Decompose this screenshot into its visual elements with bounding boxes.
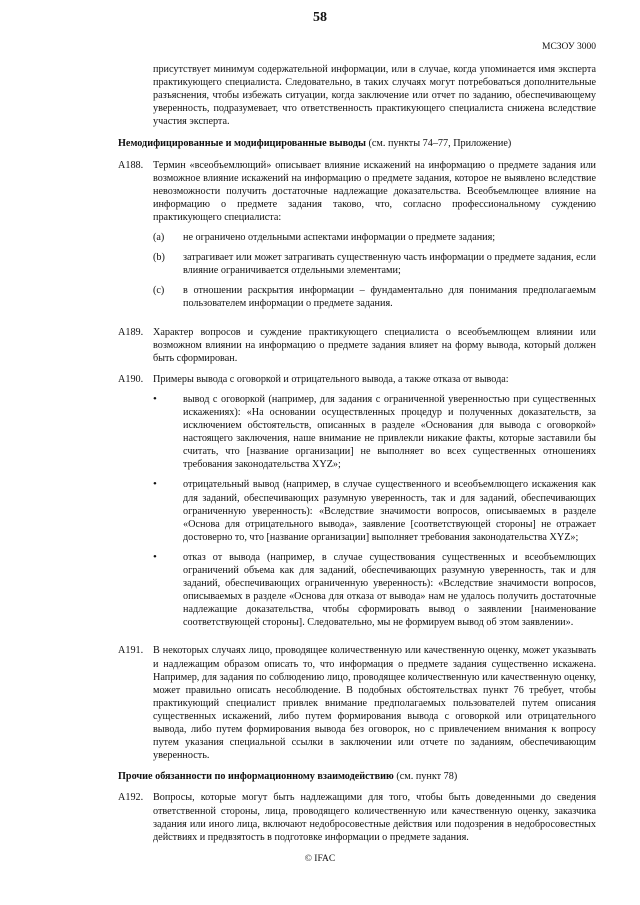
bullet-item (153, 478, 596, 543)
paragraph-a188 (118, 159, 596, 318)
list-item (153, 251, 596, 277)
bullet-item (153, 393, 596, 472)
list-text: в отношении раскрытия информации – фундаментально для понимания предполагаемым пользователем информации о предмете задания. (183, 285, 596, 310)
list-text: затрагивает или может затрагивать существенную часть информации о предмете задания, если влияние ограничивается отдельными элементами; (183, 252, 596, 277)
bullet-text: отказ от вывода (например, в случае существования существенных и всеобъемлющих ограничений объема как для заданий, обеспечивающих разумную уверенность, так и для заданий, обеспечивающих ограниченную уверенность): «Вследствие значимости вопросов, описываемых в разделе «Основа для отказа от вывода» нам не удалось получить достаточные надлежащие доказательства, чтобы сформировать вывод о заявлении [наименование соответствующей стороны]. Следовательно, мы не формируем вывод об этом заявлении». (183, 551, 596, 629)
section-ref-2: (см. пункт 78) (393, 771, 458, 783)
paragraph-number: A188. (118, 159, 144, 171)
paragraph-a192 (118, 791, 596, 843)
list-item (153, 231, 596, 244)
list-text: не ограничено отдельными аспектами информации о предмете задания; (183, 232, 496, 244)
list-label: (c) (153, 285, 165, 297)
list-item (153, 284, 596, 310)
section-heading-2 (118, 770, 596, 783)
bullet-item (153, 551, 596, 630)
bullet-icon: • (153, 550, 157, 563)
lead-paragraph: присутствует минимум содержательной информации, или в случае, когда упоминается имя эксперта практикующего специалиста. Следовательно, в таких случаях могут потребоваться дополнительные разъяснения, чтобы избежать ситуации, когда заключение или отчет по заданию, обеспечивающему уверенность, подразумевает, что ответственность практикующего специалиста снижена вследствие участия эксперта. (153, 64, 596, 128)
bullet-icon: • (153, 392, 157, 405)
section-heading-1 (118, 137, 596, 150)
footer-copyright: © IFAC (304, 854, 336, 864)
section-title-2: Прочие обязанности по информационному взаимодействию (118, 771, 394, 783)
section-title-1: Немодифицированные и модифицированные выводы (118, 138, 366, 150)
document-code: МСЗОУ 3000 (542, 42, 596, 52)
paragraph-text: Вопросы, которые могут быть надлежащими для того, чтобы быть доведенными до сведения ответственной стороны, лица, проводящего количественную или качественную оценку, заказчика задания или иного лица, включают недобросовестные действия или подозрения в недобросовестных действиях и предвзятость в подготовке информации о предмете задания. (153, 792, 596, 843)
bullet-icon: • (153, 478, 157, 491)
bullet-text: вывод с оговоркой (например, для задания с ограниченной уверенностью при существенных искажениях): «На основании осуществленных процедур и полученных доказательств, за исключением обстоятельств, описанных в разделе «Основания для вывода с оговоркой» настоящего заключения, наше внимание не привлекли никакие факты, которые заставили бы считать, что [название организации] не выполняет во всех существенных отношениях требования законодательства XYZ»; (183, 393, 596, 471)
paragraph-text: Характер вопросов и суждение практикующего специалиста о всеобъемлющем влиянии или возможном влиянии на информацию о предмете задания влияет на форму вывода, который должен быть сформирован. (153, 326, 596, 364)
paragraph-a191 (118, 644, 596, 762)
bullet-text: отрицательный вывод (например, в случае существенного и всеобъемлющего искажения как для заданий, обеспечивающих разумную уверенность, так и для заданий, обеспечивающих ограниченную уверенность): «Вследствие значимости вопросов, описываемых в разделе «Основа для отрицательного вывода», заявление [соответствующей стороны] не отражает достоверно то, что [название организации] выполняет требования законодательства XYZ»; (183, 479, 596, 543)
paragraph-number: A189. (118, 326, 144, 338)
page-number: 58 (313, 10, 327, 25)
paragraph-text: Примеры вывода с оговоркой и отрицательного вывода, а также отказа от вывода: (153, 373, 509, 385)
page-content (118, 63, 596, 852)
paragraph-number: A191. (118, 645, 144, 657)
paragraph-number: A190. (118, 373, 144, 385)
list-label: (b) (153, 252, 165, 264)
paragraph-a189 (118, 326, 596, 365)
paragraph-text: Термин «всеобъемлющий» описывает влияние искажений на информацию о предмете задания или возможное влияние искажений на информацию о предмете задания, которое не выявлено вследствие невозможности получить достаточные надлежащие доказательства. Всеобъемлющее влияние на информацию о предмете задания таково, что, согласно профессиональному суждению практикующего специалиста: (153, 159, 596, 223)
list-label: (a) (153, 232, 165, 244)
paragraph-number: A192. (118, 792, 144, 804)
section-ref-1: (см. пункты 74–77, Приложение) (365, 138, 512, 150)
paragraph-text: В некоторых случаях лицо, проводящее количественную или качественную оценку, может указывать и надлежащим образом описать то, что информация о предмете задания существенно искажена. Например, для задания по соблюдению лицо, проводящее количественную или качественную оценку, может правильно описать несоблюдение. В подобных обстоятельствах пункт 76 требует, чтобы практикующий специалист привлек внимание предполагаемых пользователей путем описания существенных искажений, либо путем формирования вывода с оговоркой или отрицательного вывода, либо путем формирования вывода без оговорок, но с привлечением внимания к вопросу путем указания специальной ссылки в заключении или отчете по заданиям, обеспечивающим уверенность. (153, 645, 596, 762)
paragraph-a190 (118, 373, 596, 637)
